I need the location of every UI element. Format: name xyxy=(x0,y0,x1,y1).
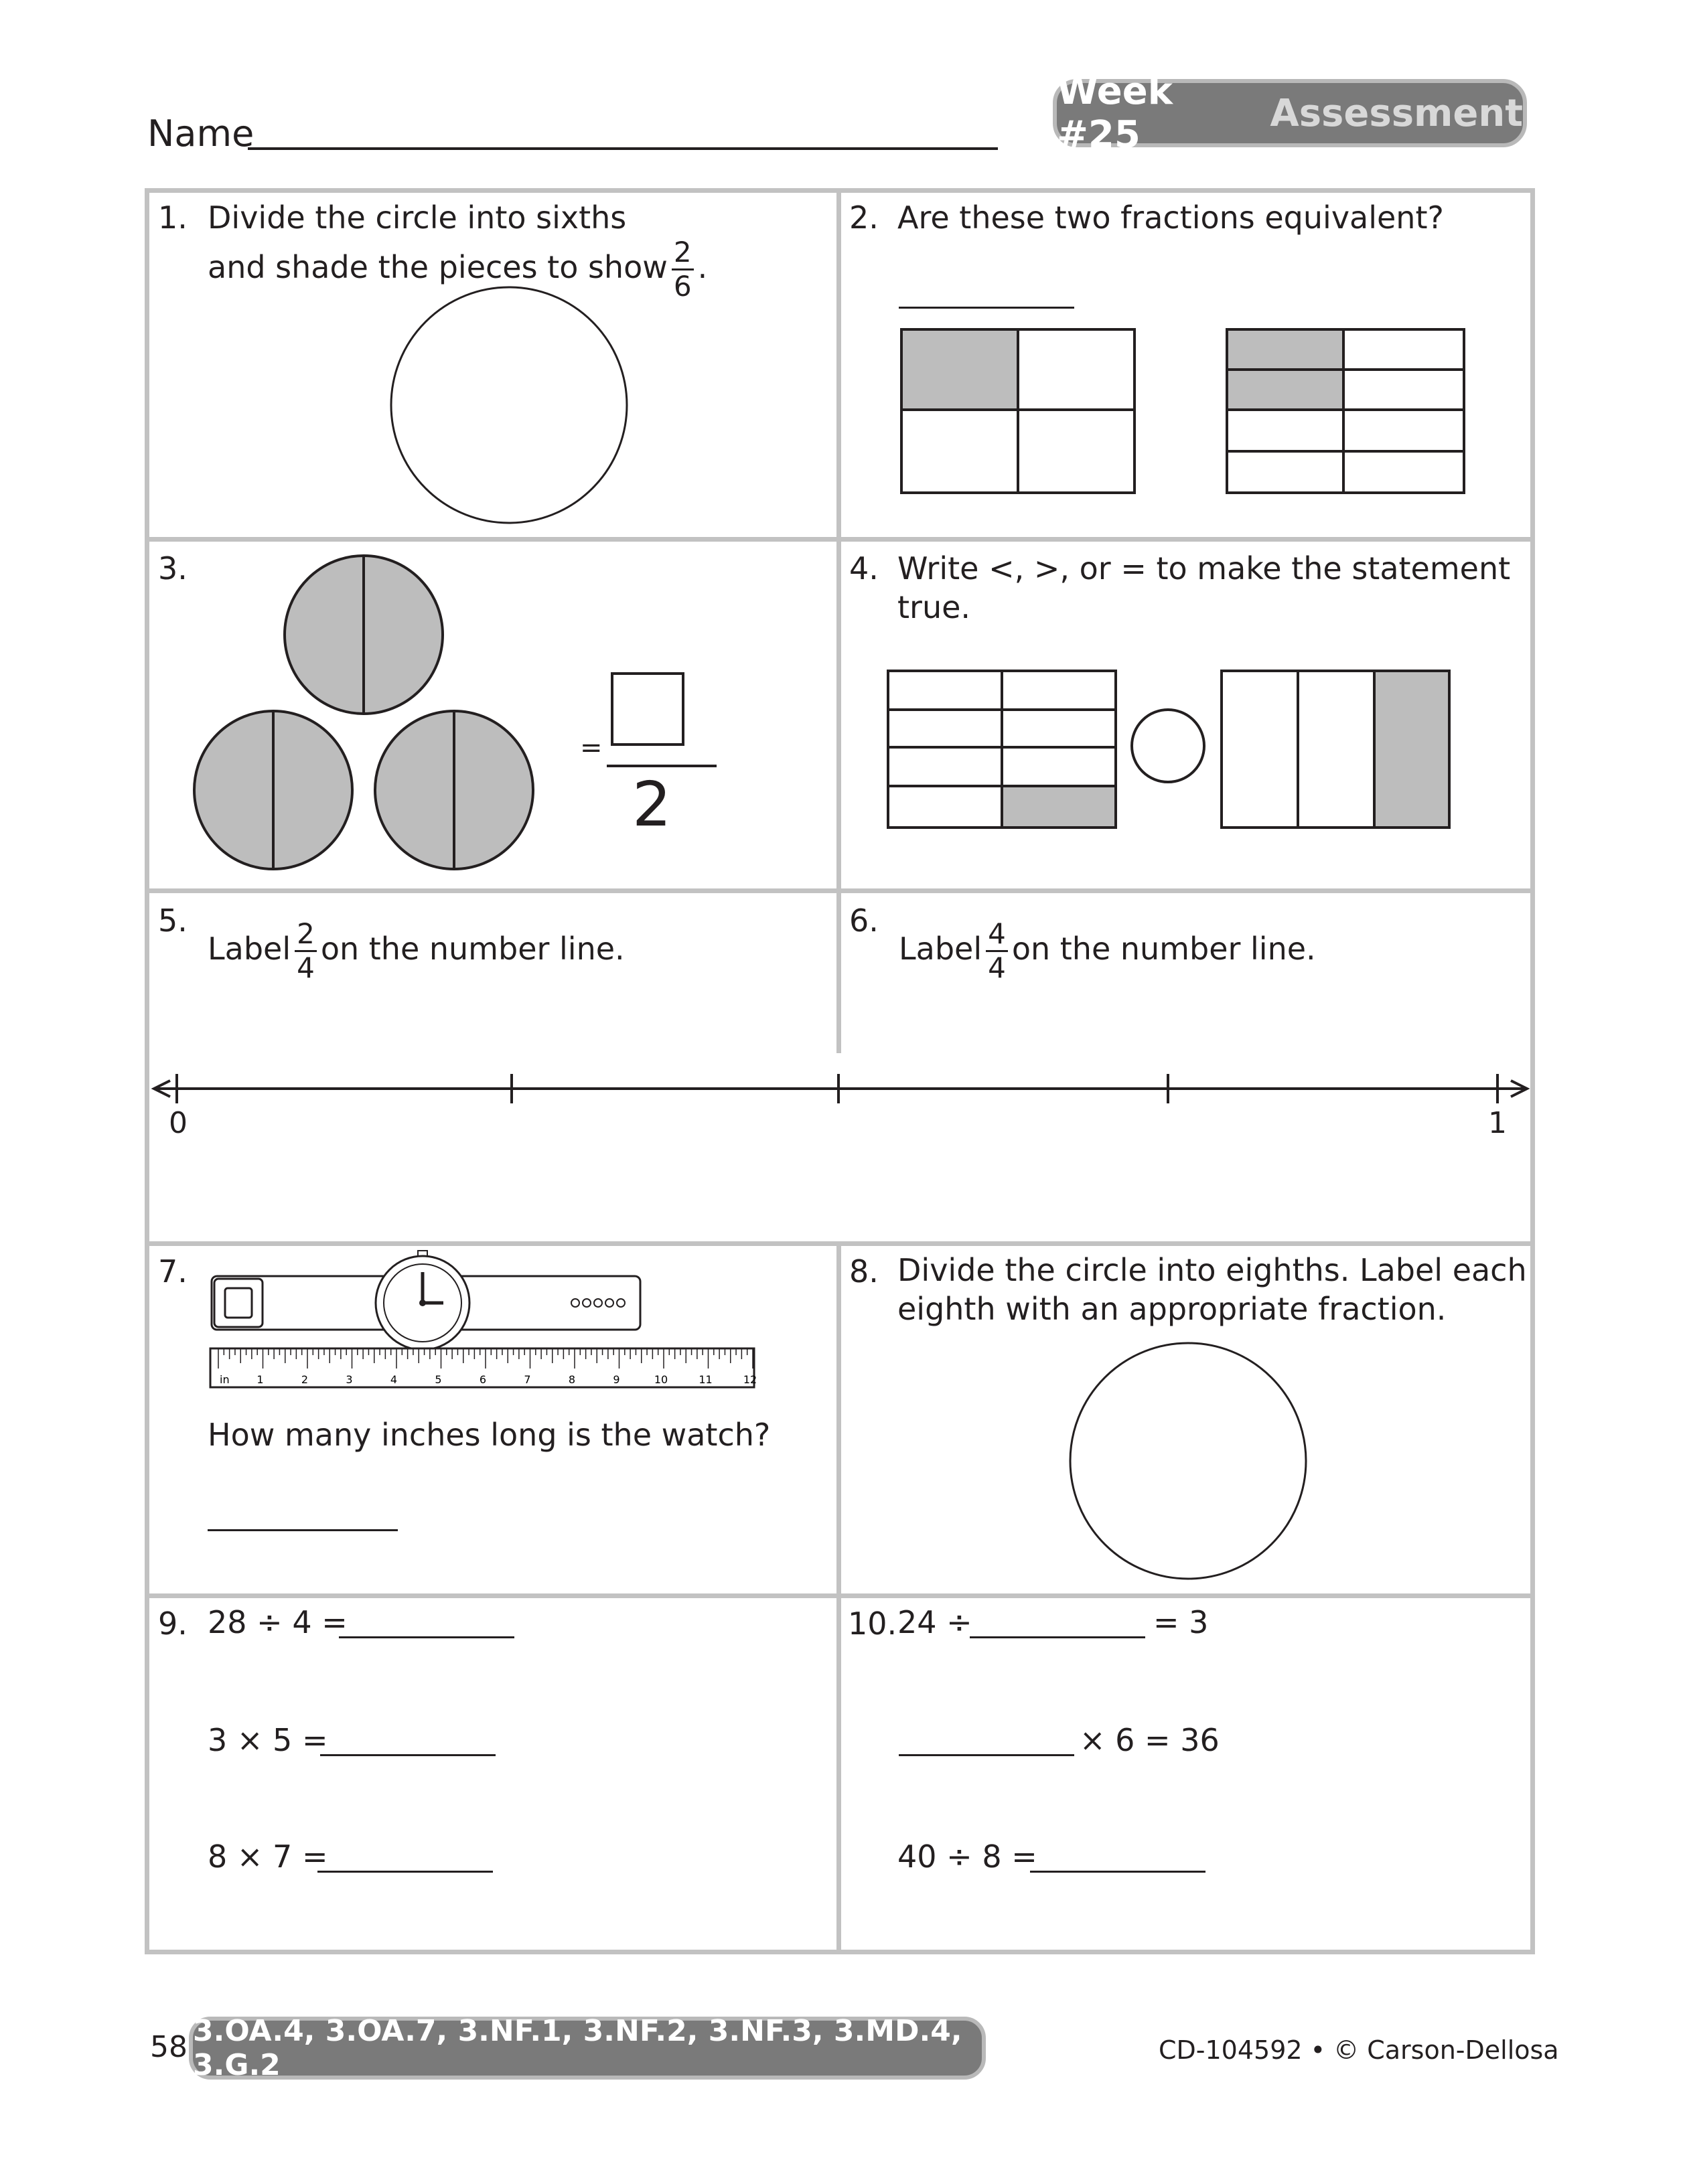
q9-number: 9. xyxy=(158,1606,188,1642)
q9-equation-2: 3 × 5 = xyxy=(208,1722,328,1758)
standards-badge: 3.OA.4, 3.OA.7, 3.NF.1, 3.NF.2, 3.NF.3, 3.MD.4, 3.G.2 xyxy=(189,2017,986,2080)
ruler-label: 4 xyxy=(390,1373,398,1386)
q4-prompt-line1: Write <, >, or = to make the statement xyxy=(897,550,1511,587)
q2-fraction-model-eighths xyxy=(1223,325,1468,497)
q5-prefix: Label xyxy=(208,931,291,967)
ruler-label: 10 xyxy=(654,1373,668,1386)
q10-number: 10. xyxy=(848,1606,897,1642)
ruler-label: 5 xyxy=(435,1373,442,1386)
fraction-denominator: 4 xyxy=(988,951,1006,984)
grid-divider xyxy=(836,188,841,1053)
q4-prompt-line2: true. xyxy=(897,589,971,625)
q3-number: 3. xyxy=(158,550,188,587)
fraction-denominator: 6 xyxy=(673,270,692,303)
q3-fraction-bar xyxy=(607,765,717,767)
q2-answer-line[interactable] xyxy=(899,307,1074,309)
q10-equation-3: 40 ÷ 8 = xyxy=(897,1839,1037,1875)
assessment-label: Assessment xyxy=(1270,91,1523,135)
q2-fraction-model-fourths xyxy=(897,325,1139,497)
ruler-label: 1 xyxy=(257,1373,264,1386)
q10-answer-line-1[interactable] xyxy=(970,1636,1145,1638)
q2-prompt: Are these two fractions equivalent? xyxy=(897,200,1444,236)
ruler-label: 3 xyxy=(346,1373,353,1386)
ruler-unit-label: in xyxy=(220,1373,230,1386)
q4-fraction-model-eighths xyxy=(884,667,1120,832)
week-badge xyxy=(1053,70,1527,157)
q7-ruler xyxy=(209,1347,758,1390)
q8-prompt-line2: eighth with an appropriate fraction. xyxy=(897,1291,1447,1327)
q9-answer-line-3[interactable] xyxy=(317,1871,493,1873)
number-line-start-label: 0 xyxy=(169,1106,188,1140)
q6-prompt xyxy=(899,917,1316,984)
q1-punct: . xyxy=(697,249,708,285)
q4-fraction-model-thirds xyxy=(1218,667,1453,832)
q4-compare-circle[interactable] xyxy=(1128,706,1208,786)
number-line xyxy=(147,1069,1534,1109)
q7-answer-line[interactable] xyxy=(208,1529,398,1531)
ruler-label: 11 xyxy=(699,1373,713,1386)
fraction-numerator: 2 xyxy=(295,920,317,952)
q10-answer-line-2[interactable] xyxy=(899,1754,1074,1756)
ruler-label: 2 xyxy=(301,1373,309,1386)
q9-answer-line-2[interactable] xyxy=(320,1754,496,1756)
q3-halves-circles xyxy=(188,549,536,877)
fraction-numerator: 4 xyxy=(986,920,1008,952)
q6-number: 6. xyxy=(849,903,879,939)
q8-prompt-line1: Divide the circle into eighths. Label each xyxy=(897,1252,1527,1288)
q4-number: 4. xyxy=(849,550,879,587)
q10-answer-line-3[interactable] xyxy=(1030,1871,1205,1873)
week-label: Week #25 xyxy=(1057,70,1173,157)
q1-prompt-line1: Divide the circle into sixths xyxy=(208,200,627,236)
fraction-denominator: 4 xyxy=(297,951,315,984)
grid-divider xyxy=(836,1241,841,1954)
q1-prompt-text: and shade the pieces to show xyxy=(208,249,668,285)
number-line-end-label: 1 xyxy=(1488,1106,1507,1140)
fraction-numerator: 2 xyxy=(672,238,694,270)
q5-prompt xyxy=(208,917,625,984)
ruler-label: 9 xyxy=(613,1373,620,1386)
page-number: 58 xyxy=(150,2030,188,2064)
q8-number: 8. xyxy=(849,1253,879,1290)
q3-denominator: 2 xyxy=(632,769,672,840)
q10-equation-1-left: 24 ÷ xyxy=(897,1604,972,1640)
q1-number: 1. xyxy=(158,200,188,236)
q5-number: 5. xyxy=(158,903,188,939)
q7-number: 7. xyxy=(158,1253,188,1290)
q1-circle[interactable] xyxy=(382,285,636,539)
q9-equation-1: 28 ÷ 4 = xyxy=(208,1604,348,1640)
q5-fraction xyxy=(295,917,317,984)
q6-suffix: on the number line. xyxy=(1011,931,1316,967)
ruler-label: 7 xyxy=(524,1373,531,1386)
q3-numerator-box[interactable] xyxy=(611,672,684,746)
q10-equation-1-right: = 3 xyxy=(1153,1604,1209,1640)
q9-answer-line-1[interactable] xyxy=(339,1636,514,1638)
q8-circle[interactable] xyxy=(1066,1338,1321,1592)
watch-icon xyxy=(205,1249,647,1356)
q6-prefix: Label xyxy=(899,931,982,967)
q9-equation-3: 8 × 7 = xyxy=(208,1839,328,1875)
ruler-label: 6 xyxy=(479,1373,487,1386)
q2-number: 2. xyxy=(849,200,879,236)
copyright: CD-104592 • © Carson-Dellosa xyxy=(1159,2035,1559,2065)
q3-equals: = xyxy=(580,732,603,763)
ruler-label: 8 xyxy=(568,1373,576,1386)
q1-fraction xyxy=(672,238,694,301)
ruler-label: 12 xyxy=(743,1373,757,1386)
q6-fraction xyxy=(986,917,1008,984)
q10-equation-2-right: × 6 = 36 xyxy=(1080,1722,1220,1758)
q7-prompt: How many inches long is the watch? xyxy=(208,1417,771,1453)
name-input-line[interactable] xyxy=(248,147,998,150)
name-label: Name xyxy=(147,112,254,155)
q5-suffix: on the number line. xyxy=(320,931,625,967)
